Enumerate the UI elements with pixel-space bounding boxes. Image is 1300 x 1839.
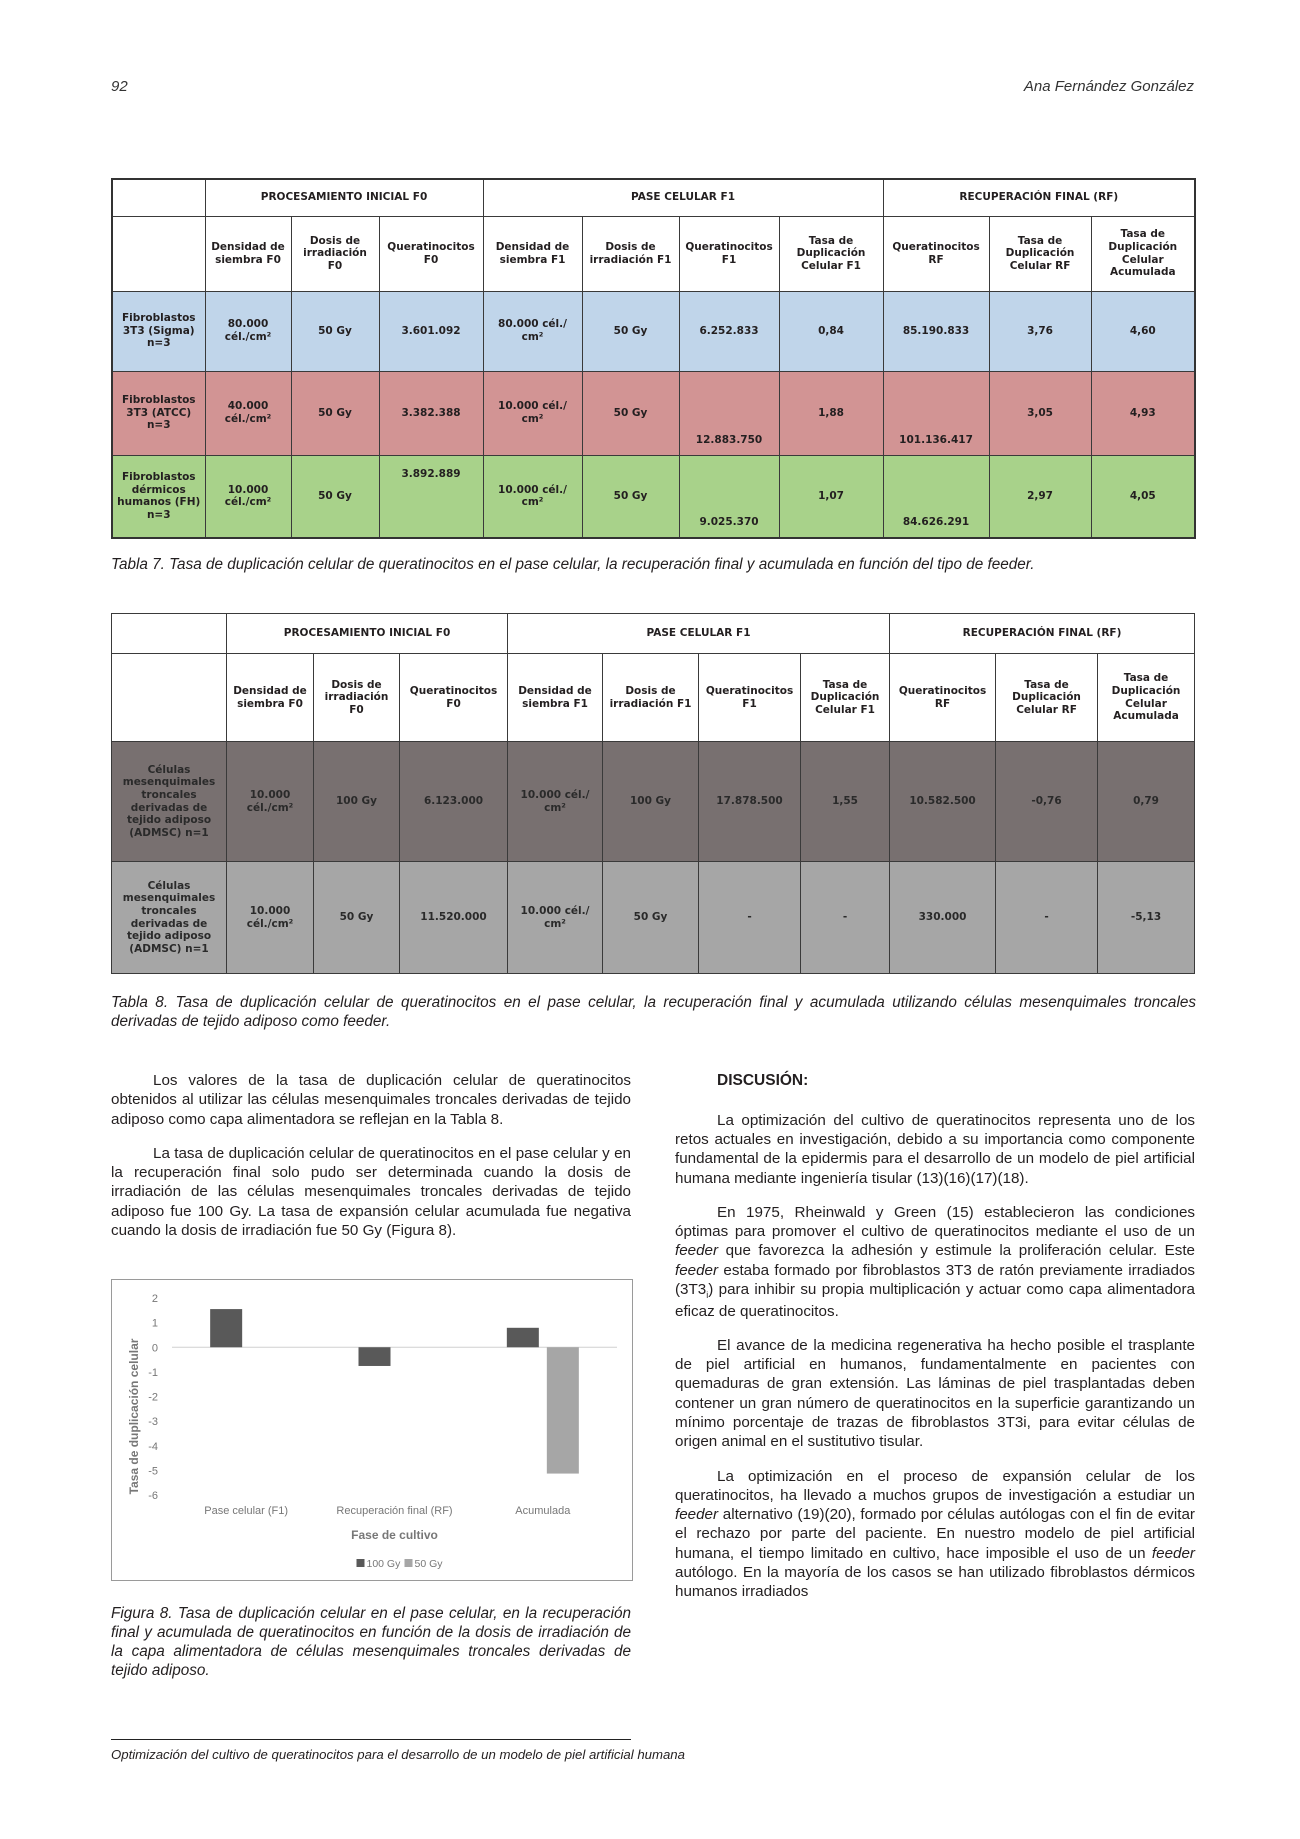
x-tick-label: Recuperación final (RF) [336, 1505, 453, 1517]
running-author: Ana Fernández González [1023, 78, 1194, 95]
table-row [112, 371, 1195, 455]
table-cell: - [699, 862, 801, 974]
row-label: Fibroblastos 3T3 (Sigma) n=3 [112, 291, 205, 371]
row-label: Células mesenquimales troncales derivadas de tejido adiposo (ADMSC) n=1 [112, 862, 227, 974]
table-cell: 4,93 [1091, 371, 1195, 455]
table-8-caption: Tabla 8. Tasa de duplicación celular de queratinocitos en el pase celular, la recuperación final y acumulada utilizando células mesenquimales troncales derivadas de tejido adiposo como feeder. [111, 994, 1196, 1031]
footer-rule [111, 1739, 631, 1740]
paragraph: El avance de la medicina regenerativa ha hecho posible el trasplante de piel artificial en humanos, fundamentalmente en pacientes con quemaduras de gran extensión. Las láminas de piel trasplantadas deben contener un gran número de queratinocitos en la superficie garantizando un mínimo porcentaje de trazas de fibroblastos 3T3i, para evitar células de origen animal en el sustitutivo tisular. [675, 1336, 1195, 1451]
table-cell: 10.000 cél./cm² [227, 742, 314, 862]
table-cell: 101.136.417 [883, 371, 989, 455]
y-tick-label: 2 [151, 1293, 158, 1305]
corner-cell [112, 654, 227, 742]
legend-label: 50 Gy [414, 1558, 443, 1570]
table-cell: 1,07 [779, 455, 883, 538]
table-cell: 330.000 [890, 862, 996, 974]
table-cell: 10.000 cél./ cm² [483, 371, 582, 455]
corner-cell [112, 614, 227, 654]
group-header: PASE CELULAR F1 [508, 614, 890, 654]
table-cell: 84.626.291 [883, 455, 989, 538]
column-header: Queratinocitos RF [890, 654, 996, 742]
table-cell: 40.000 cél./cm² [205, 371, 291, 455]
table-cell: 12.883.750 [679, 371, 779, 455]
y-tick-label: 1 [151, 1317, 158, 1330]
table-cell: 50 Gy [314, 862, 400, 974]
legend-swatch [357, 1559, 365, 1567]
group-header: PROCESAMIENTO INICIAL F0 [205, 179, 483, 216]
column-header: Dosis de irradiación F0 [291, 216, 379, 291]
y-axis-title: Tasa de duplicación celular [127, 1338, 141, 1495]
y-tick-label: -3 [148, 1416, 158, 1429]
table-cell: 10.000 cél./ cm² [483, 455, 582, 538]
discussion-heading: DISCUSIÓN: [717, 1072, 809, 1089]
column-header: Densidad de siembra F1 [508, 654, 603, 742]
y-tick-label: -2 [148, 1391, 158, 1404]
table-row [112, 291, 1195, 371]
group-header: PROCESAMIENTO INICIAL F0 [227, 614, 508, 654]
corner-cell [112, 179, 205, 216]
table-cell: 50 Gy [291, 371, 379, 455]
table-cell: 3.601.092 [379, 291, 483, 371]
table-cell: 50 Gy [582, 371, 679, 455]
column-header: Tasa de Duplicación Celular F1 [779, 216, 883, 291]
column-header: Tasa de Duplicación Celular F1 [801, 654, 890, 742]
table-cell: 10.000 cél./ cm² [508, 742, 603, 862]
group-header: RECUPERACIÓN FINAL (RF) [890, 614, 1195, 654]
paragraph: Los valores de la tasa de duplicación celular de queratinocitos obtenidos al utilizar las células mesenquimales troncales derivadas de tejido adiposo como capa alimentadora se reflejan en la Tabla 8. [111, 1072, 631, 1128]
paragraph: La optimización en el proceso de expansión celular de los queratinocitos, ha llevado a muchos grupos de investigación a estudiar un feeder alternativo (19)(20), formado por células autólogas con el fin de evitar el rechazo por parte del paciente. En nuestro modelo de piel artificial humana, el tiempo limitado en cultivo, hace imposible el uso de un feeder autólogo. En la mayoría de los casos se han utilizado fibroblastos dérmicos humanos irradiados [675, 1467, 1195, 1601]
table-cell: 50 Gy [291, 291, 379, 371]
column-header: Densidad de siembra F0 [227, 654, 314, 742]
table-cell: 4,60 [1091, 291, 1195, 371]
table-cell: 80.000 cél./cm² [205, 291, 291, 371]
table-7-caption: Tabla 7. Tasa de duplicación celular de queratinocitos en el pase celular, la recuperación final y acumulada en función del tipo de feeder. [111, 556, 1035, 573]
column-header: Densidad de siembra F1 [483, 216, 582, 291]
bar-chart [112, 1280, 632, 1580]
table-cell: 50 Gy [582, 291, 679, 371]
table-row [112, 455, 1195, 538]
page-number: 92 [111, 78, 128, 95]
column-header: Queratinocitos F0 [379, 216, 483, 291]
table-cell: 100 Gy [603, 742, 699, 862]
table-cell: - [996, 862, 1098, 974]
y-tick-label: -4 [148, 1440, 158, 1453]
corner-cell [112, 216, 205, 291]
table-cell: 1,55 [801, 742, 890, 862]
table-cell: 3,76 [989, 291, 1091, 371]
chart-bar [547, 1347, 579, 1473]
table-row [112, 742, 1195, 862]
table-cell: 50 Gy [603, 862, 699, 974]
x-tick-label: Pase celular (F1) [204, 1505, 289, 1517]
y-tick-label: 0 [151, 1342, 158, 1355]
column-header: Tasa de Duplicación Celular Acumulada [1091, 216, 1195, 291]
table-cell: 0,79 [1098, 742, 1195, 862]
table-cell: 2,97 [989, 455, 1091, 538]
table-row [112, 862, 1195, 974]
y-tick-label: -6 [148, 1490, 158, 1502]
paragraph: La tasa de duplicación celular de queratinocitos en el pase celular y en la recuperación final solo pudo ser determinada cuando la dosis de irradiación de las células mesenquimales troncales derivadas de tejido adiposo fue 100 Gy. La tasa de expansión celular acumulada fue negativa cuando la dosis de irradiación fue 50 Gy (Figura 8). [111, 1144, 631, 1240]
row-label: Células mesenquimales troncales derivadas de tejido adiposo (ADMSC) n=1 [112, 742, 227, 862]
column-header: Tasa de Duplicación Celular Acumulada [1098, 654, 1195, 742]
chart-bar [359, 1347, 391, 1366]
table-cell: -0,76 [996, 742, 1098, 862]
column-header: Dosis de irradiación F1 [603, 654, 699, 742]
table-cell: 10.000 cél./cm² [205, 455, 291, 538]
column-header: Densidad de siembra F0 [205, 216, 291, 291]
table-cell: 3.382.388 [379, 371, 483, 455]
table-cell: 10.000 cél./cm² [227, 862, 314, 974]
table-cell: 100 Gy [314, 742, 400, 862]
column-header: Tasa de Duplicación Celular RF [996, 654, 1098, 742]
table-cell: 6.123.000 [400, 742, 508, 862]
table-cell: 9.025.370 [679, 455, 779, 538]
figure-8-caption: Figura 8. Tasa de duplicación celular en el pase celular, en la recuperación final y acumulada de queratinocitos en función de la dosis de irradiación de la capa alimentadora de células mesenquimales troncales derivadas de tejido adiposo. [111, 1605, 631, 1680]
group-header: PASE CELULAR F1 [483, 179, 883, 216]
column-header: Queratinocitos F1 [679, 216, 779, 291]
column-header: Queratinocitos F0 [400, 654, 508, 742]
table-cell: 10.000 cél./ cm² [508, 862, 603, 974]
paragraph: En 1975, Rheinwald y Green (15) establecieron las condiciones óptimas para promover el cultivo de queratinocitos mediante el uso de un feeder que favorezca la adhesión y estimule la proliferación celular. Este feeder estaba formado por fibroblastos 3T3 de ratón previamente irradiados $(3T3_i)$ para inhibir su propia multiplicación y actuar como capa alimentadora eficaz de queratinocitos. [675, 1203, 1195, 1320]
left-column [111, 1071, 631, 1255]
table-cell: 80.000 cél./ cm² [483, 291, 582, 371]
row-label: Fibroblastos dérmicos humanos (FH) n=3 [112, 455, 205, 538]
table-cell: 17.878.500 [699, 742, 801, 862]
table-cell: 11.520.000 [400, 862, 508, 974]
table-cell: 0,84 [779, 291, 883, 371]
y-tick-label: -5 [148, 1465, 158, 1478]
table-cell: 85.190.833 [883, 291, 989, 371]
column-header: Dosis de irradiación F0 [314, 654, 400, 742]
table-cell: 50 Gy [291, 455, 379, 538]
legend-swatch [405, 1559, 413, 1567]
table-cell: 3,05 [989, 371, 1091, 455]
column-header: Queratinocitos F1 [699, 654, 801, 742]
table-cell: 3.892.889 [379, 455, 483, 538]
table-cell: - [801, 862, 890, 974]
table-cell: -5,13 [1098, 862, 1195, 974]
x-tick-label: Acumulada [515, 1505, 571, 1517]
table-cell: 10.582.500 [890, 742, 996, 862]
footer-title: Optimización del cultivo de queratinocitos para el desarrollo de un modelo de piel artificial humana [111, 1747, 685, 1762]
column-header: Dosis de irradiación F1 [582, 216, 679, 291]
figure-8 [111, 1279, 633, 1581]
x-axis-title: Fase de cultivo [351, 1528, 438, 1542]
row-label: Fibroblastos 3T3 (ATCC) n=3 [112, 371, 205, 455]
chart-bar [210, 1309, 242, 1347]
y-tick-label: -1 [148, 1366, 158, 1379]
table-7 [111, 178, 1196, 539]
table-cell: 50 Gy [582, 455, 679, 538]
table-8 [111, 613, 1195, 974]
column-header: Queratinocitos RF [883, 216, 989, 291]
group-header: RECUPERACIÓN FINAL (RF) [883, 179, 1195, 216]
discussion-column [675, 1071, 1195, 1617]
table-cell: 4,05 [1091, 455, 1195, 538]
column-header: Tasa de Duplicación Celular RF [989, 216, 1091, 291]
chart-bar [507, 1328, 539, 1347]
paragraph: La optimización del cultivo de queratinocitos representa uno de los retos actuales en investigación, debido a su importancia como componente fundamental de la epidermis para el desarrollo de un modelo de piel artificial humana mediante ingeniería tisular (13)(16)(17)(18). [675, 1111, 1195, 1187]
table-cell: 6.252.833 [679, 291, 779, 371]
table-cell: 1,88 [779, 371, 883, 455]
legend-label: 100 Gy [366, 1558, 401, 1570]
